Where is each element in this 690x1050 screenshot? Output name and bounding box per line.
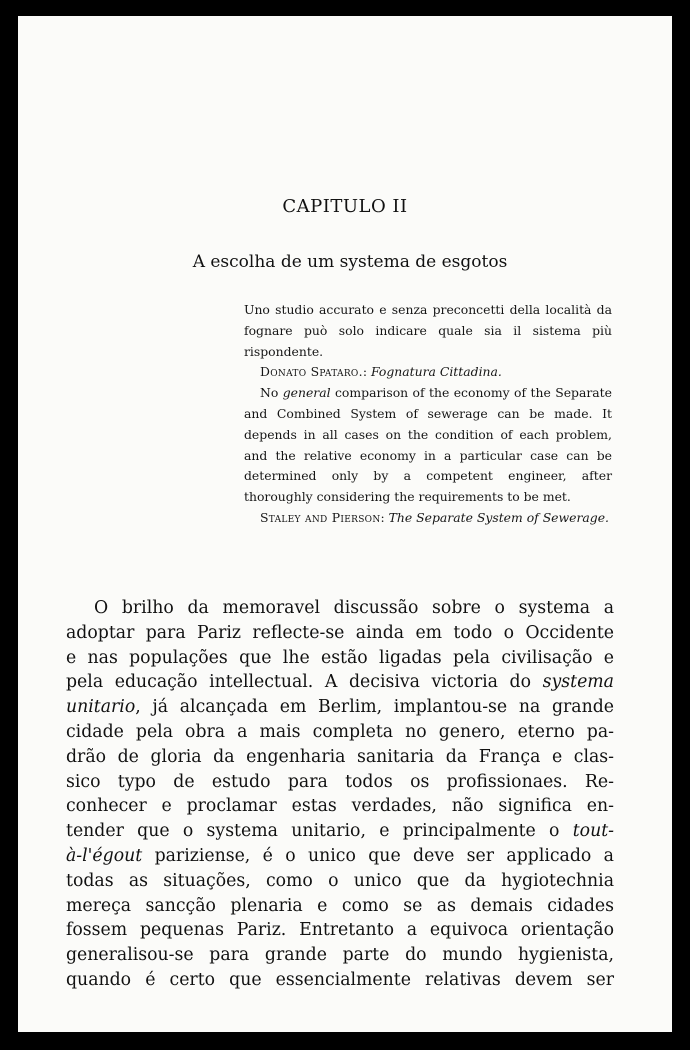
body-line: adoptar para Pariz reflecte-se ainda em todo o Occidente [66, 622, 614, 643]
chapter-subtitle: A escolha de um systema de esgotos [192, 252, 508, 272]
body-line: sico typo de estudo para todos os profissionaes. Re- [66, 771, 614, 792]
body-line: tender que o systema unitario, e principalmente o tout- [66, 821, 614, 842]
body-line: cidade pela obra a mais completa no genero, eterno pa- [66, 721, 614, 742]
epigraph-italian-work: Fognatura Cittadina. [370, 364, 502, 380]
body-line: generalisou-se para grande parte do mundo hygienista, [66, 945, 614, 966]
chapter-title: CAPITULO II [282, 196, 408, 217]
epigraph-english-author: Staley and Pierson [260, 509, 381, 525]
body-line: e nas populações que lhe estão ligadas pela civilisação e [66, 647, 614, 668]
body-line: pela educação intellectual. A decisiva victoria do systema [66, 672, 614, 693]
epigraph-english-work: The Separate System of Sewerage. [388, 509, 609, 525]
body-line: conhecer e proclamar estas verdades, não significa en- [66, 796, 614, 817]
body-line: O brilho da memoravel discussão sobre o systema a [94, 598, 614, 618]
epigraph-english-citation: Staley and Pierson: The Separate System of Sewerage. [260, 509, 609, 525]
body-line: fossem pequenas Pariz. Entretanto a equivoca orientação [66, 920, 614, 941]
body-line: mereça sancção plenaria e como se as demais cidades [66, 895, 614, 916]
body-line: unitario, já alcançada em Berlim, implantou-se na grande [66, 697, 614, 718]
epigraph-italian-author: Donato Spataro. [260, 364, 363, 380]
body-line: todas as situações, como o unico que da hygiotechnia [66, 870, 614, 891]
epigraph-english-emphasis: general [282, 385, 331, 401]
epigraph [244, 300, 612, 529]
epigraph-english-quote: No general comparison of the economy of the Separate and Combined System of sewerage can be made. It depends in all cases on the condition of each problem, and the relative economy in a particular case can be determined only by a competent engineer, after thoroughly considering the requirements to be met. [244, 385, 612, 505]
epigraph-italian-citation: Donato Spataro.: Fognatura Cittadina. [260, 364, 502, 380]
body-line: drão de gloria da engenharia sanitaria da França e clas- [66, 746, 614, 767]
body-line: à-l'égout pariziense, é o unico que deve ser applicado a [66, 845, 614, 866]
epigraph-italian-quote: Uno studio accurato e senza preconcetti della località da fognare può solo indicare quale sia il sistema più rispondente. [244, 302, 612, 359]
book-page [18, 16, 672, 1032]
body-line: quando é certo que essencialmente relativas devem ser [66, 969, 614, 990]
body-paragraph [66, 596, 614, 993]
